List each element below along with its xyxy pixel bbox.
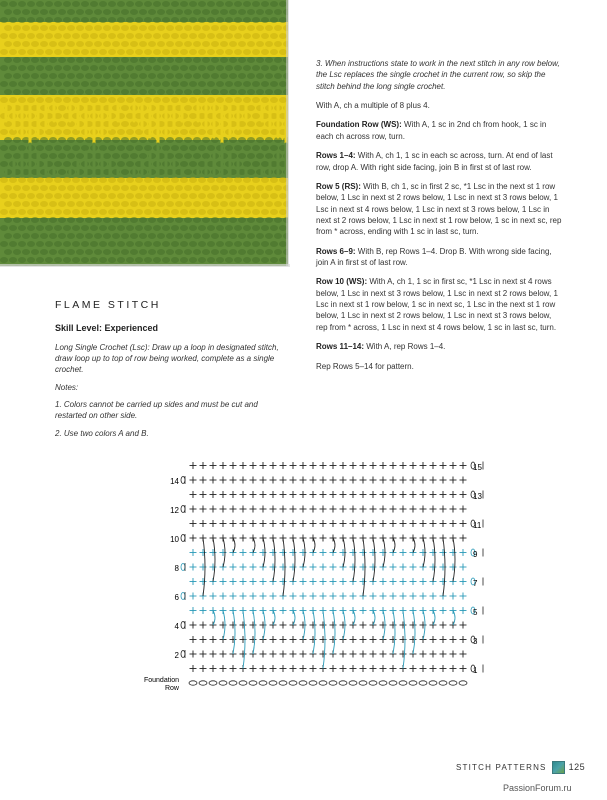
watermark: PassionForum.ru <box>503 783 572 793</box>
long-sc-mark <box>233 611 235 655</box>
chart-row-label: 12 <box>170 506 179 515</box>
chain-stitch-mark <box>319 681 327 685</box>
chain-stitch-mark <box>209 681 217 685</box>
long-sc-mark <box>273 538 275 582</box>
stitch-chart <box>135 455 490 700</box>
row-10-instruction <box>316 276 562 333</box>
long-sc-mark <box>393 611 395 655</box>
chain-stitch-mark <box>279 681 287 685</box>
chain-stitch-mark <box>339 681 347 685</box>
chain-stitch-mark <box>329 681 337 685</box>
page-number: 125 <box>568 762 586 772</box>
footer-section-label: STITCH PATTERNS <box>456 762 547 772</box>
chain-stitch-mark <box>289 681 297 685</box>
repeat-instruction: Rep Rows 5–14 for pattern. <box>316 361 414 371</box>
chart-row-label: 10 <box>170 535 179 544</box>
chain-stitch-mark <box>359 681 367 685</box>
chain-stitch-mark <box>379 681 387 685</box>
long-sc-mark <box>213 538 215 582</box>
long-sc-mark <box>253 611 255 655</box>
chart-row-label: 8 <box>174 564 179 573</box>
chain-stitch-mark <box>409 681 417 685</box>
flame-stitch-swatch-photo <box>0 0 300 273</box>
rows-11-14-title: Rows 11–14: <box>316 342 365 352</box>
stitch-swatch-icon <box>552 761 565 774</box>
chain-stitch-mark <box>349 681 357 685</box>
left-column <box>55 298 290 445</box>
skill-level: Skill Level: Experienced <box>55 322 159 333</box>
row-10-text: With A, ch 1, 1 sc in first sc, *1 Lsc in next st 4 rows below, 1 Lsc in next st 3 rows below, 1 Lsc in next st 2 rows below, 1 Lsc in next st 1 row below, 1 sc in next sc, 1 Lsc in the next st 1 row below, 1 Lsc in next st 2 rows below, 1 Lsc in next st 3 rows below, rep from * across, 1 Lsc in next st 4 rows below, 1 sc in last sc, turn. <box>316 277 558 332</box>
chain-stitch-mark <box>459 681 467 685</box>
long-sc-mark <box>353 538 355 582</box>
rows-11-14-text: With A, rep Rows 1–4. <box>364 342 446 352</box>
section-title: FLAME STITCH <box>55 299 161 311</box>
chain-stitch-mark <box>219 681 227 685</box>
foundation-row-label: Row <box>164 685 179 692</box>
row-5-title: Row 5 (RS): <box>316 181 361 191</box>
chain-stitch-mark <box>389 681 397 685</box>
right-column <box>316 58 562 380</box>
long-sc-mark <box>413 611 415 655</box>
chain-stitch-mark <box>249 681 257 685</box>
long-sc-mark <box>373 538 375 582</box>
row-5-instruction <box>316 181 562 238</box>
row-10-title: Row 10 (WS): <box>316 277 368 287</box>
rows-6-9-title: Rows 6–9: <box>316 246 356 256</box>
foundation-row-label: Foundation <box>143 677 179 684</box>
page-footer <box>456 760 585 774</box>
turning-chain-mark <box>181 622 185 629</box>
chain-stitch-mark <box>369 681 377 685</box>
long-sc-mark <box>293 538 295 582</box>
chain-stitch-mark <box>189 681 197 685</box>
lsc-definition: Long Single Crochet (Lsc): Draw up a loop in designated stitch, draw loop up to top of row being worked, complete as a single crochet. <box>55 342 279 375</box>
note-2: 2. Use two colors A and B. <box>55 428 149 438</box>
chart-row-label: 15 <box>473 463 482 472</box>
long-sc-mark <box>313 611 315 655</box>
chart-row-label: 1 <box>473 666 478 675</box>
stitch-chart-svg <box>135 455 490 695</box>
rows-1-4-title: Rows 1–4: <box>316 151 356 161</box>
chart-row-label: 13 <box>473 492 482 501</box>
turning-chain-mark <box>181 535 185 542</box>
chart-row-label: 3 <box>473 637 478 646</box>
rows-6-9-instruction <box>316 246 562 269</box>
rows-1-4-instruction <box>316 150 562 173</box>
chain-stitch-mark <box>239 681 247 685</box>
chart-row-label: 14 <box>170 477 179 486</box>
chart-row-label: 5 <box>473 608 478 617</box>
long-sc-mark <box>453 538 455 582</box>
notes-heading: Notes: <box>55 382 79 392</box>
chain-stitch-mark <box>399 681 407 685</box>
foundation-row-title: Foundation Row (WS): <box>316 120 402 130</box>
rows-11-14-instruction <box>316 341 562 352</box>
chart-row-label: 6 <box>174 593 179 602</box>
chain-stitch-mark <box>199 681 207 685</box>
turning-chain-mark <box>181 477 185 484</box>
note-1: 1. Colors cannot be carried up sides and must be cut and restarted on other side. <box>55 400 258 421</box>
chain-stitch-mark <box>419 681 427 685</box>
turning-chain-mark <box>181 506 185 513</box>
rows-6-9-text: With B, rep Rows 1–4. Drop B. With wrong side facing, join A in first st of last row. <box>316 246 552 268</box>
long-sc-mark <box>333 611 335 655</box>
long-sc-mark <box>433 538 435 582</box>
turning-chain-mark <box>181 593 185 600</box>
chain-stitch-mark <box>269 681 277 685</box>
chain-stitch-mark <box>439 681 447 685</box>
turning-chain-mark <box>181 564 185 571</box>
chart-row-label: 2 <box>174 651 179 660</box>
chain-stitch-mark <box>429 681 437 685</box>
chart-row-label: 11 <box>473 521 482 530</box>
foundation-row-instruction <box>316 119 562 142</box>
rows-1-4-text: With A, ch 1, 1 sc in each sc across, turn. At end of last row, drop A. With right side facing, join B in first st of last row. <box>316 151 553 172</box>
chart-row-label: 9 <box>473 550 478 559</box>
cast-on-instruction: With A, ch a multiple of 8 plus 4. <box>316 101 430 111</box>
chart-row-label: 7 <box>473 579 478 588</box>
chain-stitch-mark <box>259 681 267 685</box>
foundation-row-text: With A, 1 sc in 2nd ch from hook, 1 sc in each ch across row, turn. <box>316 120 547 141</box>
chart-row-label: 4 <box>174 622 179 631</box>
chain-stitch-mark <box>309 681 317 685</box>
chain-stitch-mark <box>449 681 457 685</box>
note-3: 3. When instructions state to work in the next stitch in any row below, the Lsc replaces the single crochet in the current row, so skip the stitch behind the long single crochet. <box>316 59 560 91</box>
row-5-text: With B, ch 1, sc in first 2 sc, *1 Lsc in the next st 1 row below, 1 Lsc in next st 2 rows below, 1 Lsc in next st 3 rows below, 1 Lsc in next st 4 rows below, 1 Lsc in next st 3 rows below, 1 Lsc in next st 2 rows below, 1 Lsc in next st 1 row below, 1 sc in next sc, rep from * across, ending with 1 sc in last sc, turn. <box>316 181 562 237</box>
chain-stitch-mark <box>229 681 237 685</box>
turning-chain-mark <box>181 651 185 658</box>
chain-stitch-mark <box>299 681 307 685</box>
